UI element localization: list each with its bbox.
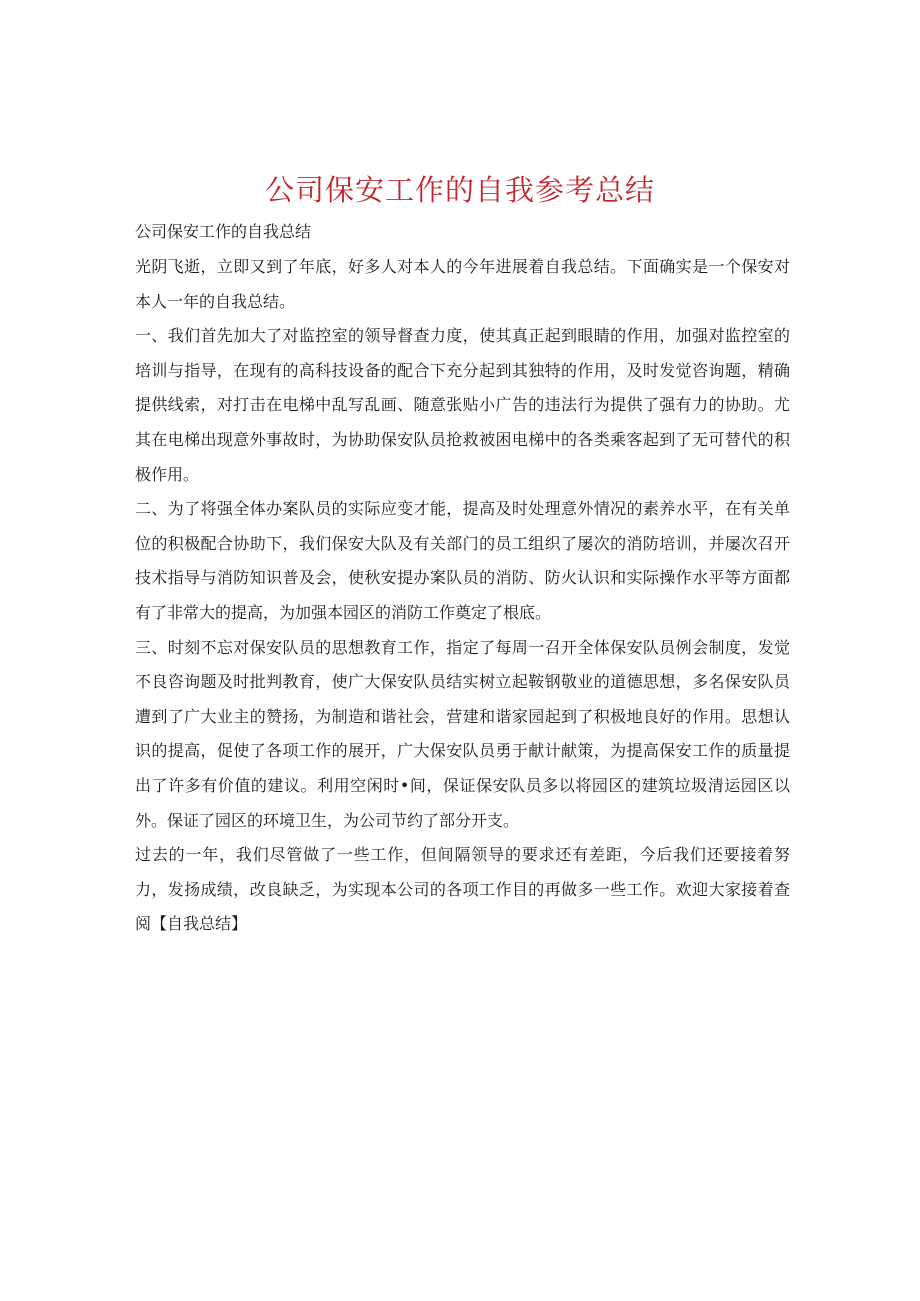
paragraph-two: 二、为了将强全体办案队员的实际应变才能，提高及时处理意外情况的素养水平，在有关单位的积极配合协助下，我们保安大队及有关部门的员工组织了屡次的消防培训，并屡次召开技术指导与消防知识普及会，使秋安提办案队员的消防、防火认识和实际操作水平等方面都有了非常大的提高，为加强本园区的消防工作奠定了根底。 (135, 499, 790, 622)
document-subtitle: 公司保安工作的自我总结 (135, 222, 312, 241)
paragraph-three: 三、时刻不忘对保安队员的思想教育工作，指定了每周一召开全体保安队员例会制度，发觉不良咨询题及时批判教育，使广大保安队员结实树立起鞍钢敬业的道德思想，多名保安队员遭到了广大业主的赞扬，为制造和谐社会，营建和谐家园起到了积极地良好的作用。思想认识的提高，促使了各项工作的展开，广大保安队员勇于献计献策，为提高保安工作的质量提出了许多有价值的建议。利用空闲时•间，保证保安队员多以将园区的建筑垃圾清运园区以外。保证了园区的环境卫生，为公司节约了部分开支。 (135, 637, 790, 830)
paragraph-intro: 光阴飞逝，立即又到了年底，好多人对本人的今年进展着自我总结。下面确实是一个保安对本人一年的自我总结。 (135, 257, 790, 311)
document-title: 公司保安工作的自我参考总结 (264, 173, 655, 207)
paragraph-closing: 过去的一年，我们尽管做了一些工作，但间隔领导的要求还有差距，今后我们还要接着努力，发扬成绩，改良缺乏，为实现本公司的各项工作目的再做多一些工作。欢迎大家接着查阅【自我总结】 (135, 845, 790, 934)
document-body (135, 216, 790, 942)
paragraph-one: 一、我们首先加大了对监控室的领导督查力度，使其真正起到眼睛的作用，加强对监控室的培训与指导，在现有的高科技设备的配合下充分起到其独特的作用，及时发觉咨询题，精确提供线索，对打击在电梯中乱写乱画、随意张贴小广告的违法行为提供了强有力的协助。尤其在电梯出现意外事故时，为协助保安队员抢救被困电梯中的各类乘客起到了无可替代的积极作用。 (135, 326, 790, 484)
